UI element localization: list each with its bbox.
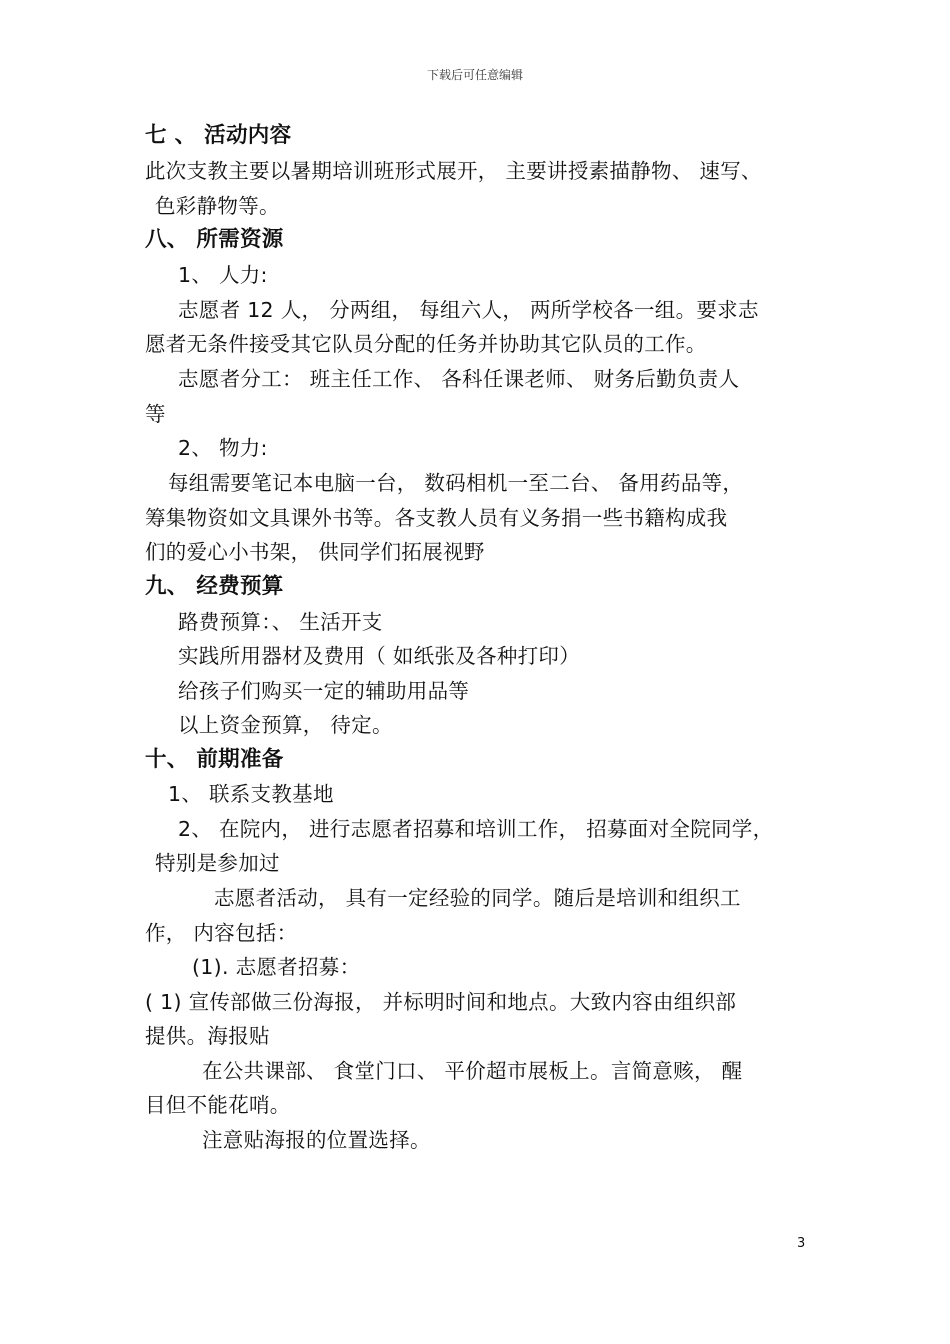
body-line: 实践所用器材及费用（ 如纸张及各种打印） bbox=[178, 644, 581, 668]
body-line: 路费预算：、 生活开支 bbox=[178, 610, 383, 634]
body-line: 愿者无条件接受其它队员分配的任务并协助其它队员的工作。 bbox=[145, 332, 707, 356]
body-line: 们的爱心小书架， 供同学们拓展视野 bbox=[145, 540, 485, 564]
section-heading-9: 九、 经费预算 bbox=[145, 574, 284, 599]
section-heading-10: 十、 前期准备 bbox=[145, 747, 284, 772]
body-line: 给孩子们购买一定的辅助用品等 bbox=[178, 679, 470, 703]
section-heading-7: 七 、 活动内容 bbox=[145, 123, 292, 148]
body-line: 2、 在院内， 进行志愿者招募和培训工作， 招募面对全院同学， bbox=[178, 817, 774, 841]
body-line: 筹集物资如文具课外书等。各支教人员有义务捐一些书籍构成我 bbox=[145, 506, 728, 530]
body-line: 提供。海报贴 bbox=[145, 1024, 270, 1048]
body-line: 色彩静物等。 bbox=[155, 194, 280, 218]
body-line: 以上资金预算， 待定。 bbox=[178, 713, 393, 737]
body-line: 志愿者 12 人， 分两组， 每组六人， 两所学校各一组。要求志 bbox=[178, 298, 759, 322]
body-line: 1、 联系支教基地 bbox=[168, 782, 334, 806]
page-number: 3 bbox=[797, 1236, 806, 1251]
body-line: ( 1) 宣传部做三份海报， 并标明时间和地点。大致内容由组织部 bbox=[145, 990, 737, 1014]
body-line: 目但不能花哨。 bbox=[145, 1093, 291, 1117]
body-line: 每组需要笔记本电脑一台， 数码相机一至二台、 备用药品等， bbox=[168, 471, 744, 495]
body-line: 等 bbox=[145, 402, 166, 426]
subheading-materials: 2、 物力: bbox=[178, 436, 268, 460]
body-line: 特别是参加过 bbox=[155, 851, 280, 875]
body-line: 注意贴海报的位置选择。 bbox=[202, 1128, 431, 1152]
page-header: 下载后可任意编辑 bbox=[426, 68, 523, 82]
body-line: 此次支教主要以暑期培训班形式展开， 主要讲授素描静物、 速写、 bbox=[145, 159, 762, 183]
body-line: 志愿者活动， 具有一定经验的同学。随后是培训和组织工 bbox=[214, 886, 741, 910]
body-line: (1). 志愿者招募： bbox=[192, 955, 361, 979]
body-line: 作， 内容包括： bbox=[145, 921, 298, 945]
body-line: 在公共课部、 食堂门口、 平价超市展板上。言简意赅， 醒 bbox=[202, 1059, 743, 1083]
subheading-manpower: 1、 人力: bbox=[178, 263, 268, 287]
body-line: 志愿者分工： 班主任工作、 各科任课老师、 财务后勤负责人 bbox=[178, 367, 740, 391]
section-heading-8: 八、 所需资源 bbox=[145, 227, 284, 252]
